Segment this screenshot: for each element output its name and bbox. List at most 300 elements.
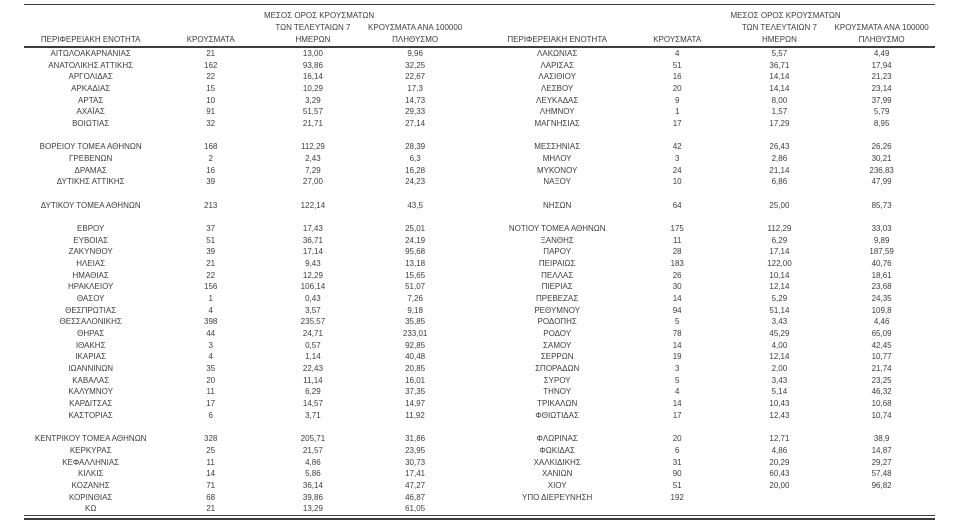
region-cell: ΙΩΑΝΝΙΝΩΝ xyxy=(68,364,114,374)
per100k-cell: 21,23 xyxy=(871,72,892,82)
cases-cell: 2 xyxy=(208,154,213,164)
table-row-spacer xyxy=(24,211,469,223)
per100k-cell xyxy=(362,422,469,434)
cases-cell: 26 xyxy=(672,270,682,280)
table-row-spacer xyxy=(24,188,469,200)
column-header-region-label: ΠΕΡΙΦΕΡΕΙΑΚΗ ΕΝΟΤΗΤΑ xyxy=(507,35,607,44)
cases-cell: 14 xyxy=(206,469,216,479)
region-cell: ΠΑΡΟΥ xyxy=(543,247,572,257)
cases-cell xyxy=(157,211,264,223)
avg7-cell: 5,29 xyxy=(771,294,788,304)
avg7-cell: 45,29 xyxy=(769,329,790,339)
region-cell xyxy=(24,211,157,223)
per100k-cell: 24,23 xyxy=(405,177,426,187)
per100k-cell xyxy=(828,211,935,223)
table-row xyxy=(24,492,469,504)
per100k-cell: 10,77 xyxy=(871,352,892,362)
cases-cell: 4 xyxy=(674,387,680,397)
table-row xyxy=(491,153,936,165)
avg7-cell: 12,71 xyxy=(769,434,790,444)
avg7-cell: 1,57 xyxy=(771,107,788,117)
table-row xyxy=(491,433,936,445)
cases-cell xyxy=(157,130,264,142)
cases-cell: 3 xyxy=(674,364,680,374)
table-row xyxy=(24,316,469,328)
avg7-cell: 2,00 xyxy=(771,364,788,374)
per100k-cell: 37,35 xyxy=(405,387,426,397)
avg7-cell: 4,86 xyxy=(771,445,788,455)
table-row xyxy=(24,165,469,177)
cases-cell: 25 xyxy=(206,445,216,455)
avg7-cell: 36,71 xyxy=(302,235,323,245)
region-cell: ΡΕΘΥΜΝΟΥ xyxy=(534,305,581,315)
cases-cell: 68 xyxy=(206,492,216,502)
cases-cell: 175 xyxy=(670,224,684,234)
region-cell xyxy=(24,422,157,434)
table-row-spacer xyxy=(24,422,469,434)
cases-cell: 11 xyxy=(206,457,215,467)
table-row xyxy=(24,363,469,375)
avg7-cell: 2,43 xyxy=(305,154,321,164)
avg7-cell: 112,29 xyxy=(767,224,792,234)
per100k-cell: 15,65 xyxy=(405,270,426,280)
cases-cell: 51 xyxy=(672,480,682,490)
per100k-cell: 14,73 xyxy=(405,95,426,105)
avg7-cell: 3,29 xyxy=(305,95,321,105)
cases-cell: 35 xyxy=(206,364,216,374)
column-header-avg7-line2: ΤΩΝ ΤΕΛΕΥΤΑΙΩΝ 7 xyxy=(275,23,351,32)
table-bottom-border xyxy=(24,515,935,520)
avg7-cell: 7,29 xyxy=(305,165,321,175)
avg7-cell: 5,86 xyxy=(305,469,321,479)
per100k-cell xyxy=(828,503,935,515)
cases-cell: 162 xyxy=(204,60,218,70)
cases-cell: 28 xyxy=(672,247,682,257)
region-cell: ΣΕΡΡΩΝ xyxy=(540,352,574,362)
cases-cell: 3 xyxy=(674,154,680,164)
cases-cell: 94 xyxy=(672,305,682,315)
avg7-cell xyxy=(731,503,829,515)
column-header-avg7 xyxy=(264,5,375,46)
per100k-cell: 47,99 xyxy=(871,177,892,187)
region-cell: ΦΩΚΙΔΑΣ xyxy=(539,445,575,455)
cases-cell: 21 xyxy=(206,504,216,514)
right-table-header xyxy=(491,5,936,46)
region-cell: ΣΥΡΟΥ xyxy=(543,375,571,385)
avg7-cell: 14,14 xyxy=(769,72,790,82)
avg7-cell: 10,43 xyxy=(769,399,790,409)
region-cell: ΛΑΚΩΝΙΑΣ xyxy=(537,49,578,58)
per100k-cell: 29,27 xyxy=(871,457,892,467)
table-row xyxy=(491,165,936,177)
cases-cell: 30 xyxy=(672,282,682,292)
avg7-cell: 60,43 xyxy=(769,469,790,479)
cases-cell: 1 xyxy=(674,107,680,117)
cases-cell: 17 xyxy=(672,119,682,129)
per100k-cell: 40,76 xyxy=(871,259,892,269)
cases-cell: 39 xyxy=(206,247,216,257)
per100k-cell: 233,01 xyxy=(402,329,428,339)
cases-cell: 15 xyxy=(206,84,216,94)
table-row xyxy=(24,141,469,153)
table-row xyxy=(24,246,469,258)
per100k-cell: 236,83 xyxy=(869,165,894,175)
region-cell: ΚΟΡΙΝΘΙΑΣ xyxy=(68,492,113,502)
region-cell: ΗΛΕΙΑΣ xyxy=(76,259,106,269)
table-row xyxy=(24,398,469,410)
region-cell: ΙΘΑΚΗΣ xyxy=(75,340,106,350)
avg7-cell: 3,57 xyxy=(305,305,321,315)
table-row xyxy=(24,235,469,247)
table-row xyxy=(491,200,936,212)
table-row xyxy=(491,445,936,457)
per100k-cell: 5,79 xyxy=(873,107,890,117)
table-row-spacer xyxy=(491,188,936,200)
avg7-cell: 14,14 xyxy=(769,84,790,94)
per100k-cell: 26,26 xyxy=(871,142,892,152)
region-cell: ΑΡΓΟΛΙΔΑΣ xyxy=(68,72,113,82)
per100k-cell: 7,26 xyxy=(407,294,423,304)
per100k-cell: 10,74 xyxy=(871,410,892,420)
table-row xyxy=(491,258,936,270)
cases-cell: 17 xyxy=(672,410,682,420)
column-header-avg7-line3: ΗΜΕΡΩΝ xyxy=(295,35,331,44)
per100k-cell: 16,28 xyxy=(405,165,426,175)
region-cell: ΛΑΣΙΘΙΟΥ xyxy=(538,72,576,82)
region-cell xyxy=(491,211,624,223)
column-header-per100k-line2: ΠΛΗΘΥΣΜΟ xyxy=(858,35,905,44)
per100k-cell: 18,61 xyxy=(871,270,892,280)
cases-cell: 14 xyxy=(672,294,682,304)
table-row xyxy=(491,60,936,72)
table-row xyxy=(491,95,936,107)
avg7-cell: 36,14 xyxy=(302,480,323,490)
table-row xyxy=(491,410,936,422)
table-row xyxy=(491,305,936,317)
column-header-per100k-line1: ΚΡΟΥΣΜΑΤΑ ΑΝΑ 100000 xyxy=(368,23,463,32)
avg7-cell: 122,14 xyxy=(300,200,326,210)
avg7-cell: 5,57 xyxy=(771,49,788,58)
avg7-cell xyxy=(264,211,362,223)
per100k-cell: 10,68 xyxy=(871,399,892,409)
cases-cell xyxy=(157,422,264,434)
avg7-cell: 122,00 xyxy=(767,259,792,269)
cases-cell xyxy=(624,503,731,515)
per100k-cell: 22,67 xyxy=(405,72,426,82)
per100k-cell: 57,48 xyxy=(871,469,892,479)
cases-cell: 398 xyxy=(204,317,218,327)
avg7-cell: 10,29 xyxy=(302,84,323,94)
table-row-spacer xyxy=(491,503,936,515)
per100k-cell xyxy=(362,211,469,223)
region-cell: ΥΠΟ ΔΙΕΡΕΥΝΗΣΗ xyxy=(522,492,593,502)
per100k-cell: 38,9 xyxy=(873,434,890,444)
region-cell: ΚΑΛΥΜΝΟΥ xyxy=(68,387,113,397)
avg7-cell: 13,00 xyxy=(302,49,323,58)
table-row xyxy=(24,410,469,422)
cases-cell: 5 xyxy=(674,317,680,327)
avg7-cell: 12,29 xyxy=(302,270,323,280)
cases-cell: 4 xyxy=(208,352,213,362)
region-cell: ΧΙΟΥ xyxy=(547,480,567,490)
avg7-cell: 0,57 xyxy=(305,340,321,350)
region-cell: ΜΥΚΟΝΟΥ xyxy=(536,165,578,175)
cases-cell: 213 xyxy=(204,200,218,210)
per100k-cell: 47,27 xyxy=(405,480,426,490)
avg7-cell: 51,57 xyxy=(302,107,323,117)
region-cell xyxy=(491,188,624,200)
region-cell: ΑΧΑΪΑΣ xyxy=(76,107,105,117)
per100k-cell: 32,25 xyxy=(405,60,426,70)
avg7-cell: 17,29 xyxy=(769,119,790,129)
per100k-cell: 4,49 xyxy=(873,49,890,58)
cases-cell: 64 xyxy=(672,200,682,210)
avg7-cell: 3,43 xyxy=(771,317,788,327)
per100k-cell: 28,39 xyxy=(405,142,426,152)
table-row xyxy=(491,106,936,118)
table-row xyxy=(24,457,469,469)
avg7-cell xyxy=(264,188,362,200)
cases-cell: 156 xyxy=(204,282,218,292)
region-cell: ΡΟΔΟΠΗΣ xyxy=(537,317,577,327)
region-cell: ΛΑΡΙΣΑΣ xyxy=(540,60,574,70)
column-header-avg7-line2: ΤΩΝ ΤΕΛΕΥΤΑΙΩΝ 7 xyxy=(741,23,817,32)
cases-cell: 90 xyxy=(672,469,682,479)
region-cell: ΘΕΣΠΡΩΤΙΑΣ xyxy=(65,305,117,315)
column-header-avg7-line1: ΜΕΣΟΣ ΟΡΟΣ ΚΡΟΥΣΜΑΤΩΝ xyxy=(264,11,375,20)
region-cell: ΛΕΥΚΑΔΑΣ xyxy=(536,95,579,105)
cases-cell xyxy=(624,188,731,200)
region-cell xyxy=(491,422,624,434)
avg7-cell: 11,14 xyxy=(303,375,323,385)
avg7-cell: 20,00 xyxy=(769,480,790,490)
region-cell: ΠΡΕΒΕΖΑΣ xyxy=(536,294,579,304)
region-cell: ΠΙΕΡΙΑΣ xyxy=(541,282,573,292)
cases-cell: 78 xyxy=(672,329,682,339)
per100k-cell xyxy=(828,130,935,142)
column-header-per100k xyxy=(362,5,469,46)
table-row xyxy=(491,351,936,363)
region-cell xyxy=(491,130,624,142)
per100k-cell xyxy=(828,188,935,200)
per100k-cell: 14,97 xyxy=(405,399,426,409)
table-row xyxy=(491,118,936,130)
table-row xyxy=(491,386,936,398)
region-cell: ΝΟΤΙΟΥ ΤΟΜΕΑ ΑΘΗΝΩΝ xyxy=(508,224,606,234)
cases-cell: 16 xyxy=(672,72,682,82)
per100k-cell xyxy=(828,492,935,504)
cases-cell: 11 xyxy=(673,235,682,245)
avg7-cell: 24,71 xyxy=(302,329,323,339)
per100k-cell: 13,18 xyxy=(405,259,426,269)
per100k-cell xyxy=(362,188,469,200)
cases-cell: 20 xyxy=(672,434,682,444)
region-cell: ΔΥΤΙΚΟΥ ΤΟΜΕΑ ΑΘΗΝΩΝ xyxy=(40,200,141,210)
table-row xyxy=(491,71,936,83)
table-row xyxy=(491,176,936,188)
per100k-cell: 31,86 xyxy=(405,434,426,444)
per100k-cell: 4,46 xyxy=(873,317,890,327)
per100k-cell: 30,21 xyxy=(871,154,892,164)
table-row xyxy=(491,235,936,247)
cases-cell: 4 xyxy=(208,305,213,315)
table-header xyxy=(24,5,935,46)
avg7-cell: 21,14 xyxy=(769,165,790,175)
cases-cell: 11 xyxy=(206,387,215,397)
cases-cell xyxy=(624,422,731,434)
avg7-cell: 12,43 xyxy=(769,410,790,420)
avg7-cell: 5,14 xyxy=(771,387,788,397)
region-cell: ΔΡΑΜΑΣ xyxy=(74,165,107,175)
table-row xyxy=(24,176,469,188)
avg7-cell: 13,29 xyxy=(302,504,323,514)
table-body xyxy=(24,48,935,515)
region-cell: ΑΡΚΑΔΙΑΣ xyxy=(71,84,111,94)
per100k-cell: 9,89 xyxy=(873,235,890,245)
column-header-cases xyxy=(157,5,264,46)
cases-cell: 71 xyxy=(206,480,216,490)
cases-cell: 51 xyxy=(672,60,682,70)
left-table-header xyxy=(24,5,469,46)
table-row xyxy=(24,328,469,340)
region-cell: ΣΑΜΟΥ xyxy=(543,340,572,350)
column-header-per100k-line1: ΚΡΟΥΣΜΑΤΑ ΑΝΑ 100000 xyxy=(834,23,929,32)
avg7-cell: 0,43 xyxy=(305,294,321,304)
cases-cell xyxy=(157,188,264,200)
cases-cell: 24 xyxy=(672,165,682,175)
per100k-cell: 96,82 xyxy=(871,480,892,490)
region-cell: ΚΑΣΤΟΡΙΑΣ xyxy=(68,410,113,420)
region-cell: ΕΥΒΟΙΑΣ xyxy=(73,235,109,245)
cases-cell: 328 xyxy=(204,434,218,444)
avg7-cell: 235,57 xyxy=(300,317,326,327)
avg7-cell: 51,14 xyxy=(769,305,790,315)
avg7-cell: 39,86 xyxy=(302,492,323,502)
table-row-spacer xyxy=(491,422,936,434)
region-cell: ΧΑΝΙΩΝ xyxy=(541,469,573,479)
avg7-cell: 21,57 xyxy=(302,445,323,455)
region-cell xyxy=(24,188,157,200)
cases-cell: 32 xyxy=(206,119,216,129)
region-cell: ΑΙΤΩΛΟΑΚΑΡΝΑΝΙΑΣ xyxy=(50,49,131,58)
avg7-cell: 16,14 xyxy=(302,72,323,82)
region-cell: ΜΗΛΟΥ xyxy=(542,154,572,164)
table-row xyxy=(24,293,469,305)
table-row-spacer xyxy=(491,130,936,142)
column-header-avg7 xyxy=(730,5,841,46)
table-row xyxy=(24,60,469,72)
avg7-cell: 4,00 xyxy=(771,340,788,350)
per100k-cell: 23,68 xyxy=(871,282,892,292)
per100k-cell: 109,8 xyxy=(871,305,892,315)
region-cell: ΤΗΝΟΥ xyxy=(543,387,572,397)
cases-cell: 192 xyxy=(670,492,684,502)
per100k-cell: 23,25 xyxy=(871,375,892,385)
region-cell: ΔΥΤΙΚΗΣ ΑΤΤΙΚΗΣ xyxy=(56,177,125,187)
table-row xyxy=(491,246,936,258)
avg7-cell: 6,29 xyxy=(771,235,788,245)
region-cell: ΕΒΡΟΥ xyxy=(77,224,105,234)
table-row xyxy=(24,445,469,457)
per100k-cell: 17,94 xyxy=(871,60,892,70)
per100k-cell: 33,03 xyxy=(871,224,892,234)
column-header-avg7-line3: ΗΜΕΡΩΝ xyxy=(761,35,797,44)
table-row xyxy=(491,223,936,235)
avg7-cell: 2,86 xyxy=(771,154,788,164)
cases-cell: 14 xyxy=(672,399,682,409)
table-row-spacer xyxy=(491,211,936,223)
table-row xyxy=(491,270,936,282)
table-row xyxy=(24,258,469,270)
left-table xyxy=(24,48,469,515)
table-row xyxy=(491,375,936,387)
avg7-cell xyxy=(731,188,829,200)
per100k-cell: 16,01 xyxy=(405,375,426,385)
table-row xyxy=(491,83,936,95)
cases-cell: 51 xyxy=(206,235,216,245)
avg7-cell: 27,00 xyxy=(302,177,323,187)
region-cell: ΠΕΛΛΑΣ xyxy=(541,270,574,280)
cases-cell xyxy=(624,211,731,223)
per100k-cell: 20,85 xyxy=(405,364,426,374)
table-row xyxy=(24,153,469,165)
table-row xyxy=(491,457,936,469)
table-row xyxy=(24,200,469,212)
avg7-cell: 205,71 xyxy=(300,434,326,444)
region-cell: ΣΠΟΡΑΔΩΝ xyxy=(535,364,580,374)
avg7-cell xyxy=(731,130,829,142)
column-header-cases xyxy=(624,5,731,46)
region-cell: ΑΝΑΤΟΛΙΚΗΣ ΑΤΤΙΚΗΣ xyxy=(48,60,134,70)
cases-cell: 6 xyxy=(208,410,213,420)
column-header-region-label: ΠΕΡΙΦΕΡΕΙΑΚΗ ΕΝΟΤΗΤΑ xyxy=(40,35,141,44)
per100k-cell: 9,18 xyxy=(407,305,423,315)
avg7-cell: 8,00 xyxy=(771,95,788,105)
avg7-cell: 17,43 xyxy=(302,224,323,234)
cases-cell: 20 xyxy=(672,84,682,94)
region-cell: ΘΗΡΑΣ xyxy=(77,329,105,339)
table-row xyxy=(24,281,469,293)
per100k-cell: 43,5 xyxy=(407,200,423,210)
cases-cell: 39 xyxy=(206,177,216,187)
region-cell: ΛΕΣΒΟΥ xyxy=(541,84,574,94)
per100k-cell: 65,09 xyxy=(871,329,892,339)
per100k-cell: 14,87 xyxy=(871,445,892,455)
region-cell: ΓΡΕΒΕΝΩΝ xyxy=(69,154,113,164)
per100k-cell: 35,85 xyxy=(405,317,426,327)
table-row xyxy=(24,503,469,515)
cases-cell: 168 xyxy=(204,142,218,152)
avg7-cell: 93,86 xyxy=(302,60,323,70)
region-cell: ΚΕΡΚΥΡΑΣ xyxy=(69,445,112,455)
avg7-cell: 1,14 xyxy=(305,352,321,362)
table-row xyxy=(24,106,469,118)
per100k-cell: 24,19 xyxy=(405,235,426,245)
avg7-cell: 106,14 xyxy=(300,282,326,292)
table-row xyxy=(491,492,936,504)
table-row xyxy=(491,480,936,492)
column-header-avg7-line1: ΜΕΣΟΣ ΟΡΟΣ ΚΡΟΥΣΜΑΤΩΝ xyxy=(730,11,841,20)
cases-cell: 3 xyxy=(208,340,213,350)
per100k-cell: 30,73 xyxy=(405,457,426,467)
table-row xyxy=(491,281,936,293)
region-cell: ΦΘΙΩΤΙΔΑΣ xyxy=(535,410,579,420)
avg7-cell: 10,14 xyxy=(769,270,790,280)
per100k-cell: 37,99 xyxy=(871,95,892,105)
region-cell: ΚΕΝΤΡΙΚΟΥ ΤΟΜΕΑ ΑΘΗΝΩΝ xyxy=(34,434,147,444)
column-header-per100k-line2: ΠΛΗΘΥΣΜΟ xyxy=(392,35,439,44)
region-cell: ΧΑΛΚΙΔΙΚΗΣ xyxy=(533,457,581,467)
